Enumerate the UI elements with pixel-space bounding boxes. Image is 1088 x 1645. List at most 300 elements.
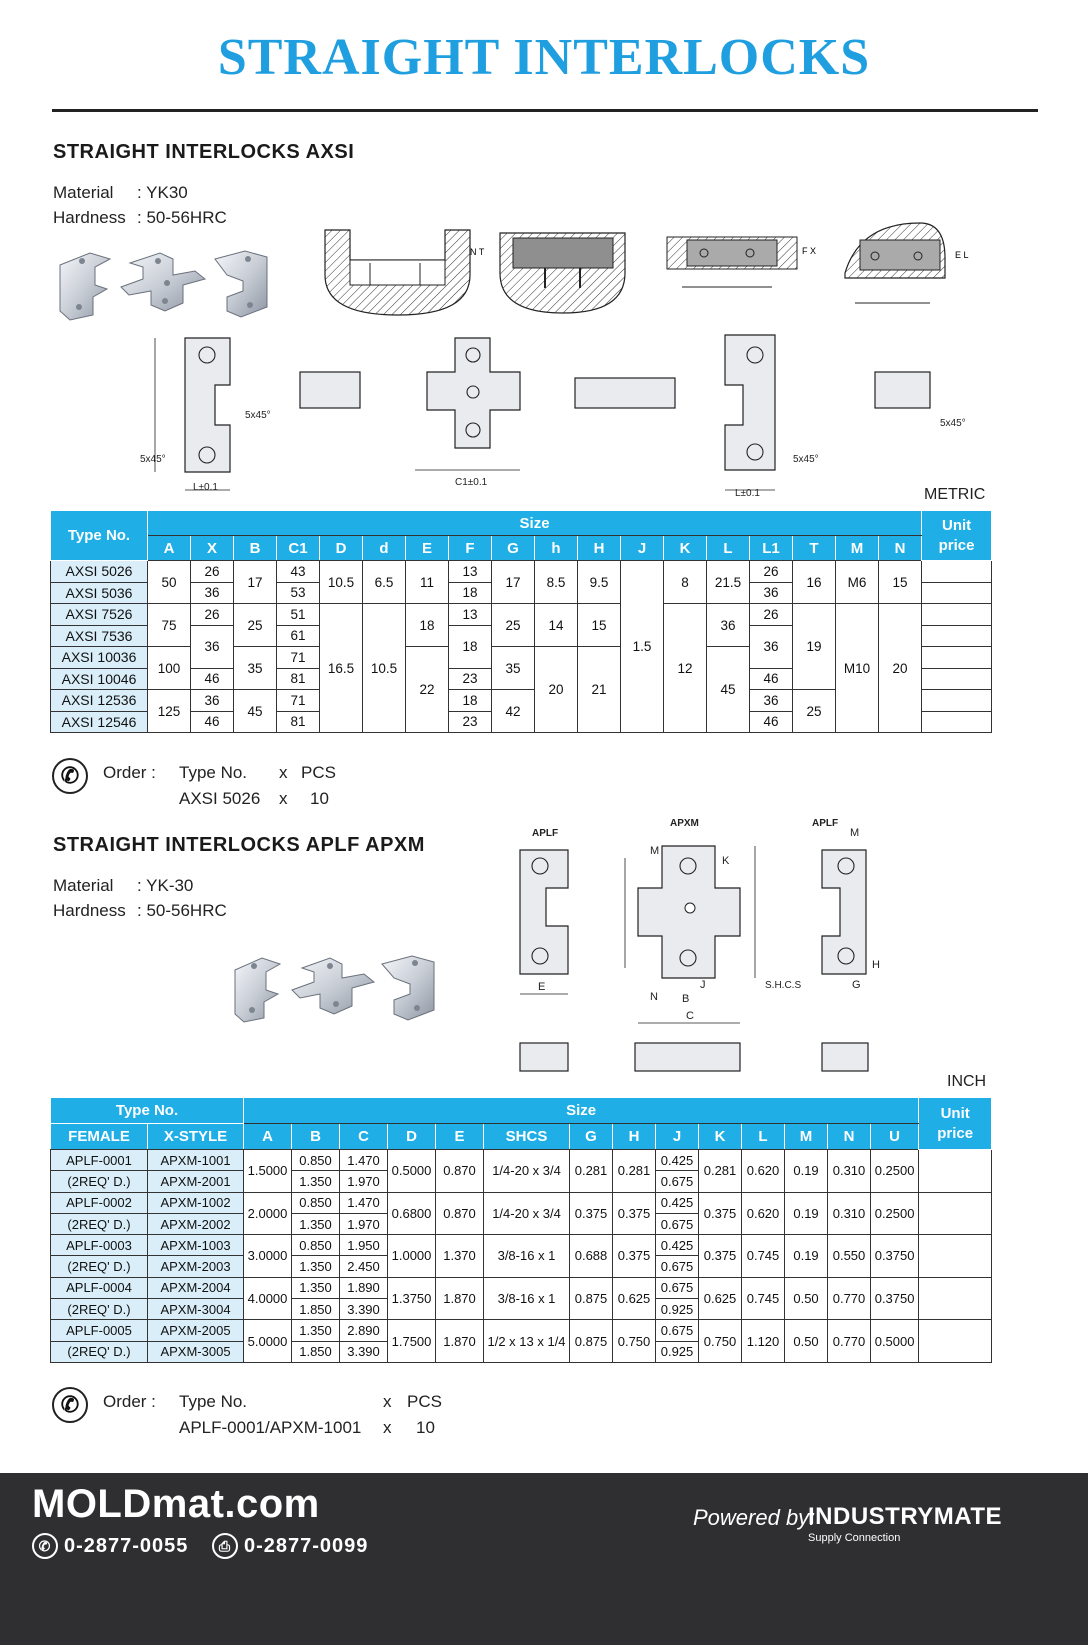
col-header-K: K — [664, 536, 707, 561]
col-header-N: N — [828, 1124, 871, 1150]
industrymate-logo-text[interactable]: INDUSTRYMATE — [808, 1503, 1002, 1530]
cell-C1: 43 — [277, 561, 320, 583]
cell-SHCS: 1/4-20 x 3/4 — [484, 1192, 570, 1235]
cell-L: 0.620 — [742, 1150, 785, 1193]
cell-J: 0.675 — [656, 1213, 699, 1234]
axsi-section-drawing-1 — [320, 225, 485, 320]
order-x: x — [383, 1392, 392, 1411]
cell-H: 0.625 — [613, 1277, 656, 1320]
svg-text:N: N — [650, 991, 658, 1003]
material-line-aplf — [53, 876, 193, 896]
unit-price-cell — [922, 647, 992, 669]
table-row — [51, 1192, 992, 1213]
female-cell: (2REQ' D.) — [51, 1299, 148, 1320]
x-style-cell: APXM-3004 — [148, 1299, 244, 1320]
cell-X: 36 — [191, 625, 234, 668]
material-value: : YK30 — [137, 183, 188, 202]
col-header-C1: C1 — [277, 536, 320, 561]
cell-T: 19 — [793, 604, 836, 690]
female-cell: APLF-0001 — [51, 1150, 148, 1171]
cell-E: 0.870 — [436, 1150, 484, 1193]
svg-text:E L: E L — [955, 250, 969, 260]
cell-C1: 81 — [277, 668, 320, 690]
cell-h: 14 — [535, 604, 578, 647]
aplf-apxm-product-photo — [230, 950, 450, 1025]
axsi-section-drawing-2 — [495, 228, 645, 318]
col-header-SHCS: SHCS — [484, 1124, 570, 1150]
female-cell: APLF-0003 — [51, 1235, 148, 1256]
col-header-X: X — [191, 536, 234, 561]
cell-M: 0.19 — [785, 1192, 828, 1235]
cell-C1: 71 — [277, 690, 320, 712]
cell-G: 0.281 — [570, 1150, 613, 1193]
svg-text:C1±0.1: C1±0.1 — [455, 477, 488, 488]
cell-H: 0.375 — [613, 1192, 656, 1235]
col-header-H: H — [613, 1124, 656, 1150]
col-header-D: D — [388, 1124, 436, 1150]
x-style-cell: APXM-2001 — [148, 1171, 244, 1192]
cell-SHCS: 1/4-20 x 3/4 — [484, 1150, 570, 1193]
unit-price-cell — [919, 1150, 992, 1193]
type-cell: AXSI 12546 — [51, 711, 148, 733]
cell-B: 1.350 — [292, 1213, 340, 1234]
cell-L: 45 — [707, 647, 750, 733]
cell-B: 1.850 — [292, 1299, 340, 1320]
x-style-cell: APXM-2002 — [148, 1213, 244, 1234]
cell-A: 50 — [148, 561, 191, 604]
material-label: Material — [53, 876, 114, 895]
table-row — [51, 1277, 992, 1298]
cell-L1: 36 — [750, 625, 793, 668]
section-heading-aplf-apxm: STRAIGHT INTERLOCKS APLF APXM — [53, 834, 425, 856]
col-header-M: M — [785, 1124, 828, 1150]
cell-E: 0.870 — [436, 1192, 484, 1235]
cell-K: 0.281 — [699, 1150, 742, 1193]
cell-F: 23 — [449, 711, 492, 733]
cell-E: 1.870 — [436, 1320, 484, 1363]
cell-d: 6.5 — [363, 561, 406, 604]
cell-G: 0.688 — [570, 1235, 613, 1278]
cell-K: 0.625 — [699, 1277, 742, 1320]
unit-price-cell — [919, 1235, 992, 1278]
svg-text:5x45°: 5x45° — [793, 454, 819, 465]
order-pcs-head: PCS — [301, 763, 336, 782]
table-row — [51, 1150, 992, 1171]
type-cell: AXSI 10046 — [51, 668, 148, 690]
axsi-section-drawing-3 — [662, 232, 832, 307]
cell-T: 16 — [793, 561, 836, 604]
cell-X: 26 — [191, 561, 234, 583]
cell-F: 18 — [449, 625, 492, 668]
unit-price-cell — [922, 690, 992, 712]
col-header-C: C — [340, 1124, 388, 1150]
aplf-apxm-drawing — [510, 818, 900, 1088]
col-header-L: L — [707, 536, 750, 561]
col-header-A: A — [244, 1124, 292, 1150]
cell-J: 0.425 — [656, 1192, 699, 1213]
cell-M: 0.50 — [785, 1320, 828, 1363]
cell-C: 1.970 — [340, 1171, 388, 1192]
cell-U: 0.3750 — [871, 1277, 919, 1320]
aplf-apxm-table-body — [51, 1150, 992, 1363]
svg-text:5x45°: 5x45° — [940, 418, 966, 429]
type-no-header: Type No. — [51, 1098, 244, 1124]
cell-D: 1.7500 — [388, 1320, 436, 1363]
cell-A: 1.5000 — [244, 1150, 292, 1193]
cell-B: 25 — [234, 604, 277, 647]
cell-X: 46 — [191, 668, 234, 690]
col-header-E: E — [406, 536, 449, 561]
unit-price-header: Unit price — [922, 511, 992, 561]
phone-contact[interactable] — [32, 1533, 188, 1559]
cell-E: 18 — [406, 604, 449, 647]
cell-H: 15 — [578, 604, 621, 647]
order-example-type: APLF-0001/APXM-1001 — [179, 1418, 362, 1437]
cell-A: 2.0000 — [244, 1192, 292, 1235]
cell-L: 0.620 — [742, 1192, 785, 1235]
x-style-cell: APXM-2005 — [148, 1320, 244, 1341]
hardness-line-axsi — [53, 208, 227, 228]
svg-text:K: K — [722, 855, 730, 867]
cell-X: 36 — [191, 690, 234, 712]
drawing-label-apxm: APXM — [670, 818, 699, 829]
cell-U: 0.2500 — [871, 1150, 919, 1193]
table-row — [51, 604, 992, 626]
female-cell: APLF-0005 — [51, 1320, 148, 1341]
svg-text:L±0.1: L±0.1 — [193, 482, 218, 493]
cell-D: 0.5000 — [388, 1150, 436, 1193]
col-header-N: N — [879, 536, 922, 561]
cell-N: 15 — [879, 561, 922, 604]
order-example-x: x — [383, 1418, 392, 1437]
cell-F: 13 — [449, 604, 492, 626]
cell-T: 25 — [793, 690, 836, 733]
order-example-type: AXSI 5026 — [179, 789, 261, 808]
cell-C1: 53 — [277, 582, 320, 604]
table-row — [51, 1320, 992, 1341]
order-label: Order : — [103, 1392, 156, 1411]
phone-order-icon: ✆ — [52, 1387, 88, 1423]
phone-order-icon: ✆ — [52, 758, 88, 794]
cell-L1: 26 — [750, 561, 793, 583]
material-value: : YK-30 — [137, 876, 194, 895]
axsi-product-photo — [55, 245, 285, 325]
svg-text:5x45°: 5x45° — [140, 454, 166, 465]
cell-A: 100 — [148, 647, 191, 690]
cell-L: 36 — [707, 604, 750, 647]
unit-price-cell — [922, 668, 992, 690]
cell-F: 18 — [449, 582, 492, 604]
unit-price-cell — [922, 561, 992, 583]
brand-logo-text[interactable]: MOLDmat.com — [32, 1482, 320, 1526]
col-header-G: G — [492, 536, 535, 561]
cell-L1: 36 — [750, 690, 793, 712]
svg-text:G: G — [852, 979, 861, 991]
page-title: STRAIGHT INTERLOCKS — [217, 29, 871, 86]
cell-C: 1.950 — [340, 1235, 388, 1256]
unit-price-cell — [919, 1320, 992, 1363]
cell-C: 3.390 — [340, 1299, 388, 1320]
type-cell: AXSI 7536 — [51, 625, 148, 647]
order-type-head: Type No. — [179, 763, 248, 782]
cell-M: 0.19 — [785, 1150, 828, 1193]
cell-L: 1.120 — [742, 1320, 785, 1363]
unit-label-metric: METRIC — [924, 486, 986, 503]
drawing-label-aplf-left: APLF — [532, 828, 559, 839]
axsi-section-drawing-4 — [840, 218, 1000, 318]
cell-h: 20 — [535, 647, 578, 733]
unit-price-cell — [922, 582, 992, 604]
hardness-line-aplf — [53, 901, 227, 921]
powered-by-label: Powered by: — [693, 1505, 816, 1530]
title-divider — [52, 109, 1038, 112]
cell-L: 0.745 — [742, 1235, 785, 1278]
cell-B: 1.350 — [292, 1320, 340, 1341]
col-header-H: H — [578, 536, 621, 561]
table-row — [51, 1235, 992, 1256]
cell-E: 22 — [406, 647, 449, 733]
cell-H: 21 — [578, 647, 621, 733]
col-header-U: U — [871, 1124, 919, 1150]
svg-text:L±0.1: L±0.1 — [735, 488, 760, 499]
col-header-h: h — [535, 536, 578, 561]
drawing-label-shcs: S.H.C.S — [765, 980, 802, 991]
order-label: Order : — [103, 763, 156, 782]
cell-K: 0.750 — [699, 1320, 742, 1363]
fax-number: 0-2877-0099 — [244, 1534, 369, 1557]
svg-text:B: B — [682, 993, 690, 1005]
cell-E: 1.870 — [436, 1277, 484, 1320]
cell-D: 0.6800 — [388, 1192, 436, 1235]
cell-L: 0.745 — [742, 1277, 785, 1320]
cell-L1: 46 — [750, 711, 793, 733]
type-cell: AXSI 7526 — [51, 604, 148, 626]
cell-B: 1.850 — [292, 1341, 340, 1362]
cell-X: 26 — [191, 604, 234, 626]
x-style-cell: APXM-1002 — [148, 1192, 244, 1213]
cell-C1: 71 — [277, 647, 320, 669]
cell-L1: 36 — [750, 582, 793, 604]
col-header-K: K — [699, 1124, 742, 1150]
cell-U: 0.5000 — [871, 1320, 919, 1363]
cell-G: 0.875 — [570, 1277, 613, 1320]
section-heading-axsi: STRAIGHT INTERLOCKS AXSI — [53, 141, 355, 163]
cell-L1: 46 — [750, 668, 793, 690]
x-style-cell: APXM-2004 — [148, 1277, 244, 1298]
type-cell: AXSI 10036 — [51, 647, 148, 669]
cell-B: 1.350 — [292, 1277, 340, 1298]
female-cell: APLF-0002 — [51, 1192, 148, 1213]
unit-price-cell — [922, 604, 992, 626]
cell-X: 36 — [191, 582, 234, 604]
material-line-axsi — [53, 183, 188, 203]
size-header: Size — [244, 1098, 919, 1124]
col-header-d: d — [363, 536, 406, 561]
fax-contact[interactable] — [212, 1533, 368, 1559]
col-header-G: G — [570, 1124, 613, 1150]
cell-K: 0.375 — [699, 1192, 742, 1235]
svg-text:H: H — [872, 959, 880, 971]
col-header-B: B — [292, 1124, 340, 1150]
cell-h: 8.5 — [535, 561, 578, 604]
svg-text:M: M — [850, 827, 860, 839]
cell-C1: 51 — [277, 604, 320, 626]
svg-text:M: M — [650, 845, 660, 857]
cell-C: 3.390 — [340, 1341, 388, 1362]
svg-text:E: E — [538, 981, 546, 993]
cell-D: 10.5 — [320, 561, 363, 604]
cell-B: 35 — [234, 647, 277, 690]
cell-N: 0.310 — [828, 1192, 871, 1235]
cell-H: 0.375 — [613, 1235, 656, 1278]
col-header-A: A — [148, 536, 191, 561]
unit-price-cell — [922, 625, 992, 647]
cell-E: 1.370 — [436, 1235, 484, 1278]
cell-SHCS: 1/2 x 13 x 1/4 — [484, 1320, 570, 1363]
cell-M: 0.50 — [785, 1277, 828, 1320]
cell-C: 1.890 — [340, 1277, 388, 1298]
x-style-cell: APXM-2003 — [148, 1256, 244, 1277]
cell-N: 0.310 — [828, 1150, 871, 1193]
cell-A: 4.0000 — [244, 1277, 292, 1320]
order-example-x: x — [279, 789, 288, 808]
cell-F: 23 — [449, 668, 492, 690]
order-info-aplf-apxm — [103, 1392, 503, 1442]
cell-L1: 26 — [750, 604, 793, 626]
cell-J: 0.675 — [656, 1277, 699, 1298]
svg-text:C: C — [686, 1010, 694, 1022]
cell-J: 0.425 — [656, 1150, 699, 1171]
cell-F: 13 — [449, 561, 492, 583]
order-info-axsi — [103, 763, 403, 813]
unit-label-inch: INCH — [947, 1073, 987, 1090]
female-cell: (2REQ' D.) — [51, 1341, 148, 1362]
cell-A: 5.0000 — [244, 1320, 292, 1363]
col-header-M: M — [836, 536, 879, 561]
cell-G: 17 — [492, 561, 535, 604]
cell-H: 9.5 — [578, 561, 621, 604]
cell-E: 11 — [406, 561, 449, 604]
cell-F: 18 — [449, 690, 492, 712]
cell-C: 2.450 — [340, 1256, 388, 1277]
cell-M: M10 — [836, 604, 879, 733]
cell-M: M6 — [836, 561, 879, 604]
x-style-cell: APXM-1001 — [148, 1150, 244, 1171]
svg-text:5x45°: 5x45° — [245, 410, 271, 421]
cell-H: 0.750 — [613, 1320, 656, 1363]
industrymate-tagline: Supply Connection — [808, 1532, 901, 1544]
cell-N: 0.770 — [828, 1277, 871, 1320]
svg-text:N T: N T — [470, 247, 485, 257]
cell-C: 1.470 — [340, 1192, 388, 1213]
unit-price-cell — [919, 1277, 992, 1320]
cell-SHCS: 3/8-16 x 1 — [484, 1235, 570, 1278]
cell-U: 0.2500 — [871, 1192, 919, 1235]
hardness-label: Hardness — [53, 208, 126, 227]
col-header-J: J — [656, 1124, 699, 1150]
cell-B: 1.350 — [292, 1171, 340, 1192]
cell-SHCS: 3/8-16 x 1 — [484, 1277, 570, 1320]
type-cell: AXSI 5026 — [51, 561, 148, 583]
female-cell: APLF-0004 — [51, 1277, 148, 1298]
order-x: x — [279, 763, 288, 782]
cell-G: 35 — [492, 647, 535, 690]
col-header-E: E — [436, 1124, 484, 1150]
size-header: Size — [148, 511, 922, 536]
cell-H: 0.281 — [613, 1150, 656, 1193]
cell-J: 0.675 — [656, 1256, 699, 1277]
cell-K: 0.375 — [699, 1235, 742, 1278]
order-example-qty: 10 — [416, 1418, 435, 1437]
cell-A: 3.0000 — [244, 1235, 292, 1278]
x-style-cell: APXM-3005 — [148, 1341, 244, 1362]
cell-U: 0.3750 — [871, 1235, 919, 1278]
table-row — [51, 561, 992, 583]
col-header-J: J — [621, 536, 664, 561]
material-label: Material — [53, 183, 114, 202]
type-cell: AXSI 12536 — [51, 690, 148, 712]
cell-C1: 61 — [277, 625, 320, 647]
cell-D: 1.3750 — [388, 1277, 436, 1320]
hardness-label: Hardness — [53, 901, 126, 920]
order-example-qty: 10 — [310, 789, 329, 808]
type-no-header: Type No. — [51, 511, 148, 561]
female-cell: (2REQ' D.) — [51, 1256, 148, 1277]
cell-N: 0.550 — [828, 1235, 871, 1278]
svg-text:J: J — [700, 979, 706, 991]
col-header-F: F — [449, 536, 492, 561]
cell-B: 17 — [234, 561, 277, 604]
unit-price-header: Unit price — [919, 1098, 992, 1150]
hardness-value: : 50-56HRC — [137, 901, 227, 920]
cell-d: 10.5 — [363, 604, 406, 733]
unit-price-cell — [919, 1192, 992, 1235]
female-cell: (2REQ' D.) — [51, 1213, 148, 1234]
cell-N: 0.770 — [828, 1320, 871, 1363]
cell-J: 0.675 — [656, 1171, 699, 1192]
cell-C: 2.890 — [340, 1320, 388, 1341]
col-header-D: D — [320, 536, 363, 561]
cell-G: 42 — [492, 690, 535, 733]
cell-B: 0.850 — [292, 1192, 340, 1213]
cell-N: 20 — [879, 604, 922, 733]
cell-B: 1.350 — [292, 1256, 340, 1277]
col-header-L: L — [742, 1124, 785, 1150]
cell-C1: 81 — [277, 711, 320, 733]
cell-L: 21.5 — [707, 561, 750, 604]
cell-B: 0.850 — [292, 1150, 340, 1171]
x-style-header: X-STYLE — [148, 1124, 244, 1150]
unit-price-cell — [922, 711, 992, 733]
cell-X: 46 — [191, 711, 234, 733]
cell-D: 1.0000 — [388, 1235, 436, 1278]
cell-A: 125 — [148, 690, 191, 733]
cell-C: 1.970 — [340, 1213, 388, 1234]
type-cell: AXSI 5036 — [51, 582, 148, 604]
cell-M: 0.19 — [785, 1235, 828, 1278]
female-cell: (2REQ' D.) — [51, 1171, 148, 1192]
phone-number: 0-2877-0055 — [64, 1534, 189, 1557]
fax-icon: ⎙ — [212, 1533, 238, 1559]
drawing-label-aplf-right: APLF — [812, 818, 839, 829]
cell-J: 1.5 — [621, 561, 664, 733]
cell-G: 25 — [492, 604, 535, 647]
svg-text:F X: F X — [802, 246, 817, 256]
cell-C: 1.470 — [340, 1150, 388, 1171]
x-style-cell: APXM-1003 — [148, 1235, 244, 1256]
cell-K: 8 — [664, 561, 707, 604]
phone-icon: ✆ — [32, 1533, 58, 1559]
